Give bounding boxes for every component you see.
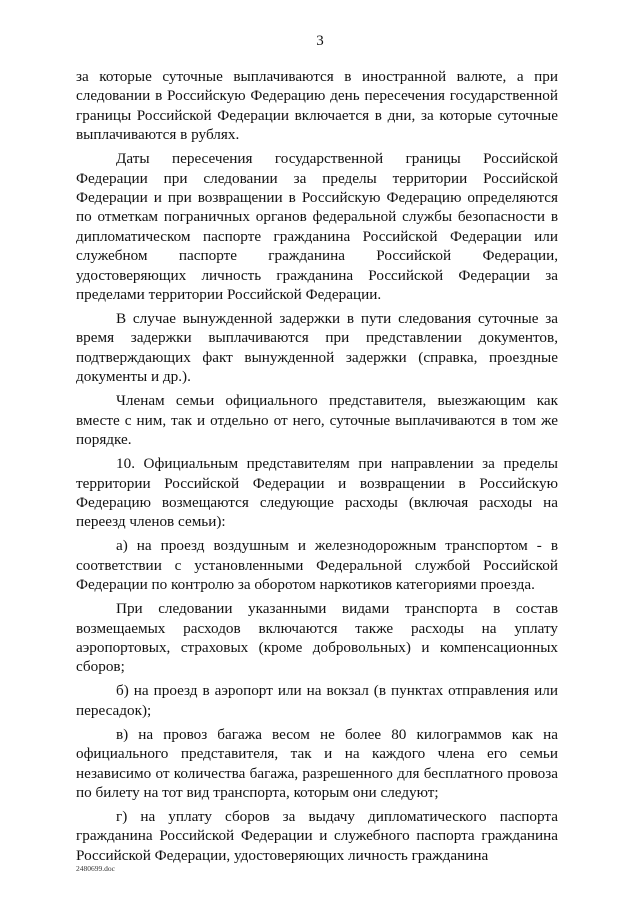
footer-file-name: 2480699.doc [76,864,115,873]
document-body [76,67,558,870]
paragraph-continuation: за которые суточные выплачиваются в иностранной валюте, а при следовании в Российскую Федерацию день пересечения государственной границы Российской Федерации включается в дни, за которые суточные выплачиваются в рублях. [76,68,558,144]
paragraph-family-members: Членам семьи официального представителя, выезжающим как вместе с ним, так и отдельно от него, суточные выплачиваются в том же порядке. [76,392,558,449]
paragraph-forced-delay: В случае вынужденной задержки в пути следования суточные за время задержки выплачиваются при представлении документов, подтверждающих факт вынужденной задержки (справка, проездные документы и др.). [76,310,558,386]
page-number: 3 [316,33,324,49]
paragraph-item-g: г) на уплату сборов за выдачу дипломатического паспорта гражданина Российской Федерации и служебного паспорта гражданина Российской Федерации, удостоверяющих личность гражданина [76,807,558,864]
paragraph-item-a: а) на проезд воздушным и железнодорожным транспортом - в соответствии с установленными Федеральной службой Российской Федерации по контролю за оборотом наркотиков категориями проезда. [76,537,558,594]
paragraph-transport-fees: При следовании указанными видами транспорта в состав возмещаемых расходов включаются также расходы на уплату аэропортовых, страховых (кроме добровольных) и компенсационных сборов; [76,600,558,676]
paragraph-item-10: 10. Официальным представителям при направлении за пределы территории Российской Федерации и возвращении в Российскую Федерацию возмещаются следующие расходы (включая расходы на переезд членов семьи): [76,455,558,531]
paragraph-border-dates: Даты пересечения государственной границы Российской Федерации при следовании за пределы территории Российской Федерации и при возвращении в Российскую Федерацию определяются по отметкам пограничных органов федеральной службы безопасности в дипломатическом паспорте гражданина Российской Федерации или служебном паспорте гражданина Российской Федерации, удостоверяющих личность гражданина Российской Федерации за пределами территории Российской Федерации. [76,150,558,304]
paragraph-item-v: в) на провоз багажа весом не более 80 килограммов как на официального представителя, так и на каждого члена его семьи независимо от количества багажа, разрешенного для бесплатного провоза по билету на тот вид транспорта, которым они следуют; [76,725,558,801]
paragraph-item-b: б) на проезд в аэропорт или на вокзал (в пунктах отправления или пересадок); [76,682,558,719]
